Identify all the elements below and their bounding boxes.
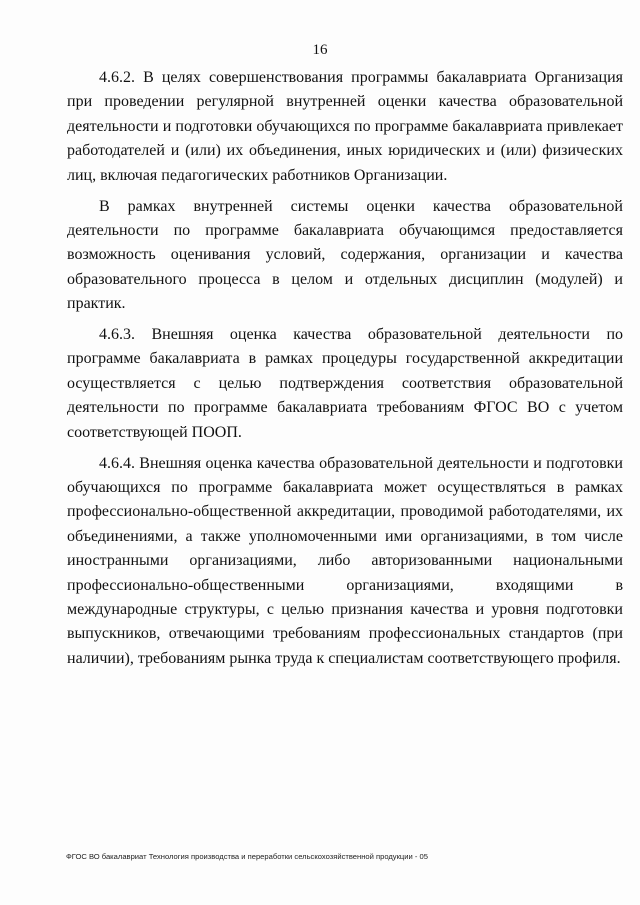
page-number: 16 — [312, 42, 328, 58]
paragraph-4-6-3: 4.6.3. Внешняя оценка качества образовательной деятельности по программе бакалавриата в рамках процедуры государственной аккредитации осуществляется с целью подтверждения соответствия образовательной деятельности по программе бакалавриата требованиям ФГОС ВО с учетом соответствующей ПООП. — [67, 326, 623, 441]
page-footer: ФГОС ВО бакалавриат Технология производства и переработки сельскохозяйственной продукции - 05 — [66, 852, 428, 861]
document-body — [67, 66, 623, 678]
paragraph-4-6-2: 4.6.2. В целях совершенствования программы бакалавриата Организация при проведении регулярной внутренней оценки качества образовательной деятельности и подготовки обучающихся по программе бакалавриата привлекает работодателей и (или) их объединения, иных юридических и (или) физических лиц, включая педагогических работников Организации. — [67, 69, 623, 184]
paragraph-4-6-4: 4.6.4. Внешняя оценка качества образовательной деятельности и подготовки обучающихся по программе бакалавриата может осуществляться в рамках профессионально-общественной аккредитации, проводимой работодателями, их объединениями, а также уполномоченными ими организациями, в том числе иностранными организациями, либо авторизованными национальными профессионально-общественными организациями, входящими в международные структуры, с целью признания качества и уровня подготовки выпускников, отвечающими требованиям профессиональных стандартов (при наличии), требованиям рынка труда к специалистам соответствующего профиля. — [67, 454, 623, 667]
paragraph-internal-assessment: В рамках внутренней системы оценки качества образовательной деятельности по программе бакалавриата обучающимся предоставляется возможность оценивания условий, содержания, организации и качества образовательного процесса в целом и отдельных дисциплин (модулей) и практик. — [67, 197, 623, 313]
